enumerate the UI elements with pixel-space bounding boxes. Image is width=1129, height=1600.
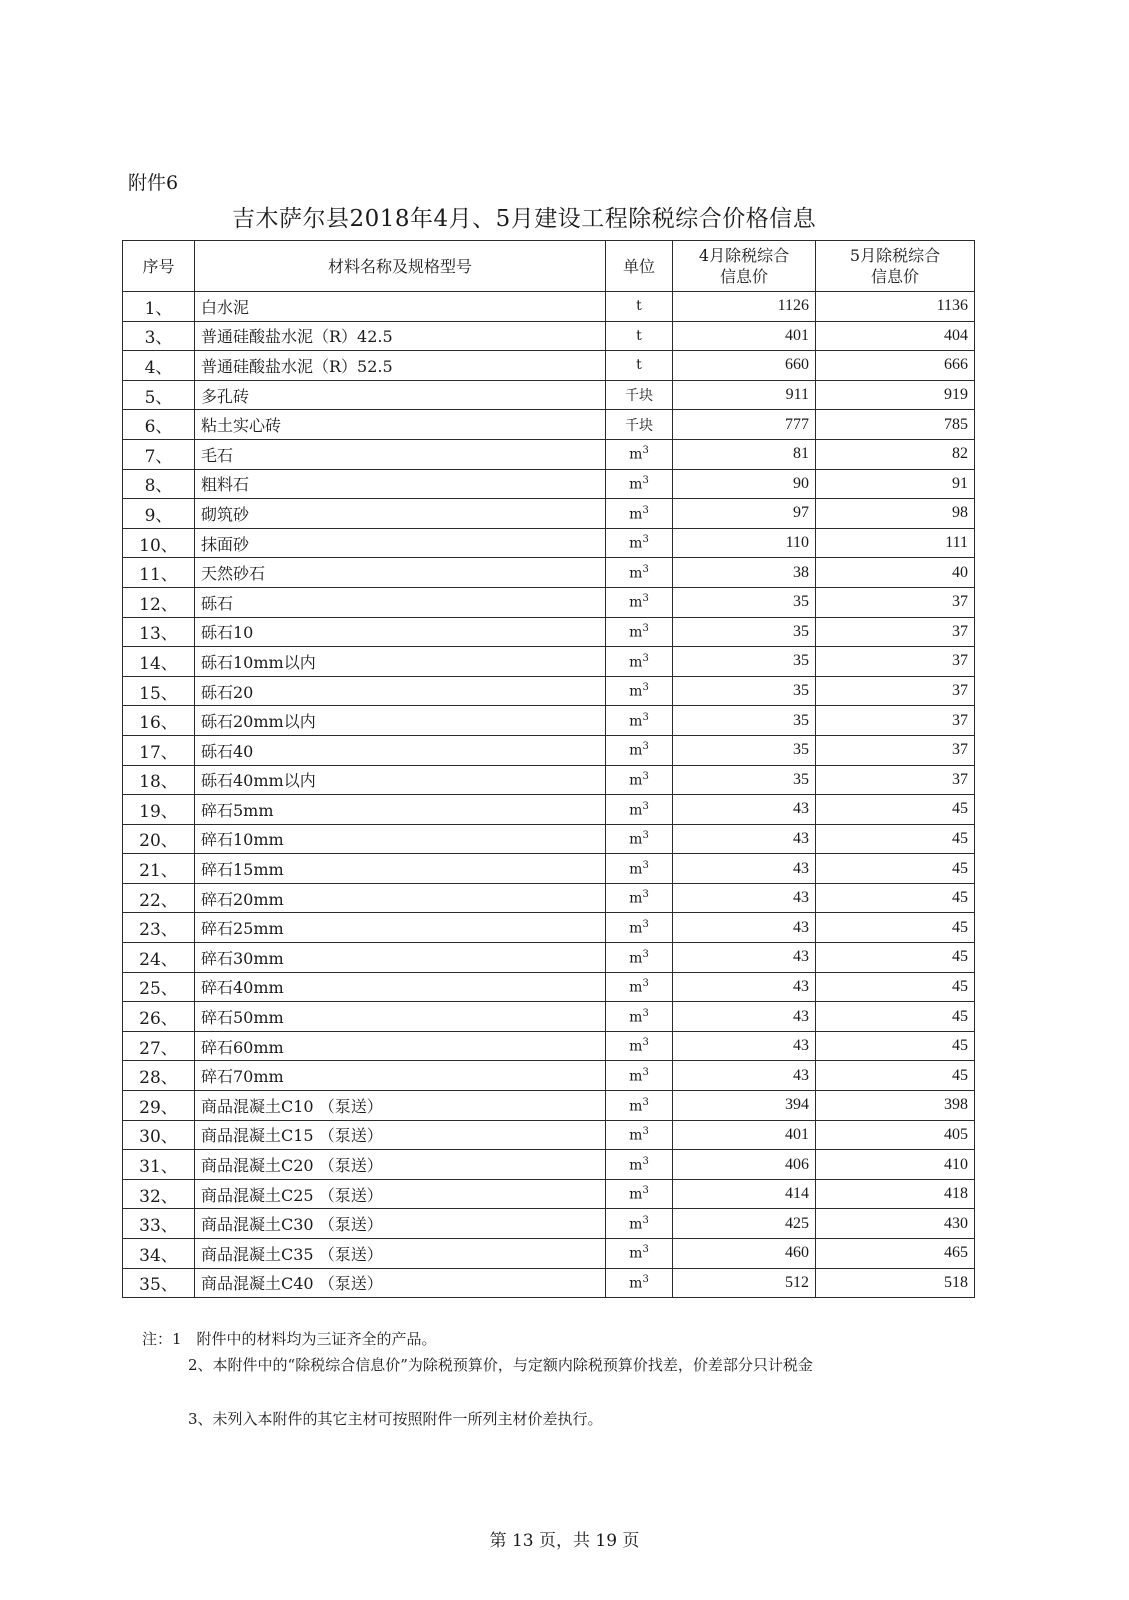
cell-april-price: 43 xyxy=(673,1031,816,1061)
cell-april-price: 414 xyxy=(673,1179,816,1209)
cell-name: 砾石40 xyxy=(195,735,606,765)
cell-may-price: 111 xyxy=(816,528,975,558)
cell-april-price: 43 xyxy=(673,883,816,913)
cell-name: 碎石60mm xyxy=(195,1031,606,1061)
unit-superscript: 3 xyxy=(642,563,649,575)
table-row xyxy=(123,972,975,1002)
header-may-line2: 信息价 xyxy=(870,267,919,286)
cell-no: 14、 xyxy=(123,647,195,677)
unit-text: m xyxy=(629,861,643,878)
cell-april-price: 394 xyxy=(673,1091,816,1121)
table-row xyxy=(123,1061,975,1091)
unit-superscript: 3 xyxy=(642,978,649,990)
unit-text: m xyxy=(629,950,643,967)
price-table xyxy=(122,240,975,1298)
cell-april-price: 460 xyxy=(673,1239,816,1269)
table-row xyxy=(123,410,975,440)
page-title: 吉木萨尔县2018年4月、5月建设工程除税综合价格信息 xyxy=(232,206,817,232)
cell-unit xyxy=(606,558,673,588)
unit-text: m xyxy=(629,1127,643,1144)
cell-no: 11、 xyxy=(123,558,195,588)
cell-may-price: 404 xyxy=(816,321,975,351)
attachment-label: 附件6 xyxy=(128,172,179,194)
unit-superscript: 3 xyxy=(642,711,649,723)
unit-text: m xyxy=(629,1246,643,1263)
cell-unit xyxy=(606,469,673,499)
unit-text: m xyxy=(629,1038,643,1055)
cell-name: 商品混凝土C15 （泵送） xyxy=(195,1120,606,1150)
cell-april-price: 35 xyxy=(673,587,816,617)
cell-unit xyxy=(606,735,673,765)
header-no: 序号 xyxy=(123,241,195,292)
cell-april-price: 35 xyxy=(673,647,816,677)
unit-text: m xyxy=(629,447,643,464)
table-row xyxy=(123,824,975,854)
cell-april-price: 43 xyxy=(673,1061,816,1091)
cell-name: 普通硅酸盐水泥（R）52.5 xyxy=(195,351,606,381)
table-row xyxy=(123,439,975,469)
cell-may-price: 405 xyxy=(816,1120,975,1150)
unit-text: m xyxy=(629,476,643,493)
cell-unit xyxy=(606,1179,673,1209)
cell-april-price: 35 xyxy=(673,676,816,706)
cell-may-price: 45 xyxy=(816,1002,975,1032)
cell-april-price: 43 xyxy=(673,943,816,973)
unit-text: t xyxy=(636,327,642,344)
table-row xyxy=(123,1150,975,1180)
table-row xyxy=(123,706,975,736)
cell-may-price: 82 xyxy=(816,439,975,469)
note-3: 3、未列入本附件的其它主材可按照附件一所列主材价差执行。 xyxy=(188,1410,603,1428)
cell-april-price: 911 xyxy=(673,380,816,410)
cell-name: 碎石15mm xyxy=(195,854,606,884)
cell-unit xyxy=(606,676,673,706)
cell-may-price: 1136 xyxy=(816,292,975,322)
unit-superscript: 3 xyxy=(642,1274,649,1286)
cell-name: 粘土实心砖 xyxy=(195,410,606,440)
table-row xyxy=(123,587,975,617)
cell-may-price: 45 xyxy=(816,824,975,854)
cell-name: 商品混凝土C20 （泵送） xyxy=(195,1150,606,1180)
table-row xyxy=(123,1031,975,1061)
cell-unit xyxy=(606,1091,673,1121)
cell-name: 碎石30mm xyxy=(195,943,606,973)
unit-text: 千块 xyxy=(625,417,653,434)
cell-april-price: 35 xyxy=(673,617,816,647)
unit-text: m xyxy=(629,772,643,789)
unit-text: t xyxy=(636,357,642,374)
cell-unit xyxy=(606,1268,673,1298)
cell-name: 砌筑砂 xyxy=(195,499,606,529)
table-row xyxy=(123,795,975,825)
unit-text: m xyxy=(629,979,643,996)
table-row xyxy=(123,499,975,529)
cell-may-price: 45 xyxy=(816,1061,975,1091)
cell-no: 32、 xyxy=(123,1179,195,1209)
header-name: 材料名称及规格型号 xyxy=(195,241,606,292)
header-unit: 单位 xyxy=(606,241,673,292)
table-row xyxy=(123,1091,975,1121)
unit-superscript: 3 xyxy=(642,534,649,546)
cell-name: 粗料石 xyxy=(195,469,606,499)
cell-april-price: 401 xyxy=(673,1120,816,1150)
cell-unit xyxy=(606,528,673,558)
unit-superscript: 3 xyxy=(642,770,649,782)
cell-unit xyxy=(606,883,673,913)
cell-april-price: 110 xyxy=(673,528,816,558)
cell-no: 29、 xyxy=(123,1091,195,1121)
cell-may-price: 666 xyxy=(816,351,975,381)
cell-no: 25、 xyxy=(123,972,195,1002)
cell-name: 白水泥 xyxy=(195,292,606,322)
cell-name: 碎石25mm xyxy=(195,913,606,943)
cell-unit xyxy=(606,617,673,647)
page-footer: 第 13 页，共 19 页 xyxy=(489,1531,640,1551)
unit-text: t xyxy=(636,298,642,315)
table-row xyxy=(123,1268,975,1298)
cell-may-price: 398 xyxy=(816,1091,975,1121)
cell-unit xyxy=(606,321,673,351)
cell-april-price: 35 xyxy=(673,735,816,765)
cell-name: 商品混凝土C25 （泵送） xyxy=(195,1179,606,1209)
cell-unit xyxy=(606,499,673,529)
cell-may-price: 37 xyxy=(816,587,975,617)
cell-no: 24、 xyxy=(123,943,195,973)
cell-may-price: 40 xyxy=(816,558,975,588)
cell-may-price: 37 xyxy=(816,735,975,765)
unit-superscript: 3 xyxy=(642,889,649,901)
cell-april-price: 35 xyxy=(673,706,816,736)
table-row xyxy=(123,469,975,499)
cell-name: 天然砂石 xyxy=(195,558,606,588)
table-row xyxy=(123,1209,975,1239)
cell-april-price: 512 xyxy=(673,1268,816,1298)
unit-text: m xyxy=(629,624,643,641)
cell-unit xyxy=(606,1150,673,1180)
cell-no: 34、 xyxy=(123,1239,195,1269)
cell-unit xyxy=(606,647,673,677)
cell-unit xyxy=(606,824,673,854)
table-row xyxy=(123,528,975,558)
cell-unit xyxy=(606,913,673,943)
unit-superscript: 3 xyxy=(642,623,649,634)
cell-no: 30、 xyxy=(123,1120,195,1150)
cell-unit xyxy=(606,854,673,884)
unit-text: m xyxy=(629,506,643,523)
unit-text: m xyxy=(629,565,643,582)
cell-may-price: 45 xyxy=(816,943,975,973)
cell-no: 20、 xyxy=(123,824,195,854)
header-may-price xyxy=(816,241,975,292)
cell-may-price: 410 xyxy=(816,1150,975,1180)
cell-may-price: 418 xyxy=(816,1179,975,1209)
cell-unit xyxy=(606,439,673,469)
cell-name: 多孔砖 xyxy=(195,380,606,410)
cell-name: 商品混凝土C35 （泵送） xyxy=(195,1239,606,1269)
table-row xyxy=(123,1179,975,1209)
unit-superscript: 3 xyxy=(642,1126,649,1138)
unit-text: 千块 xyxy=(625,388,653,405)
cell-unit xyxy=(606,1239,673,1269)
cell-april-price: 43 xyxy=(673,795,816,825)
cell-no: 26、 xyxy=(123,1002,195,1032)
unit-superscript: 3 xyxy=(642,1096,649,1108)
cell-no: 16、 xyxy=(123,706,195,736)
cell-april-price: 90 xyxy=(673,469,816,499)
unit-superscript: 3 xyxy=(642,830,649,842)
cell-no: 27、 xyxy=(123,1031,195,1061)
cell-no: 17、 xyxy=(123,735,195,765)
header-april-line2: 信息价 xyxy=(719,267,768,286)
cell-april-price: 43 xyxy=(673,824,816,854)
cell-april-price: 660 xyxy=(673,351,816,381)
unit-text: m xyxy=(629,1068,643,1085)
cell-name: 砾石10 xyxy=(195,617,606,647)
cell-no: 8、 xyxy=(123,469,195,499)
unit-superscript: 3 xyxy=(642,1185,649,1197)
cell-april-price: 43 xyxy=(673,854,816,884)
unit-superscript: 3 xyxy=(642,948,649,960)
cell-no: 23、 xyxy=(123,913,195,943)
note-2: 2、本附件中的“除税综合信息价”为除税预算价，与定额内除税预算价找差，价差部分只计税金 xyxy=(188,1356,813,1374)
cell-unit xyxy=(606,292,673,322)
cell-april-price: 43 xyxy=(673,913,816,943)
unit-superscript: 3 xyxy=(642,504,649,516)
unit-text: m xyxy=(629,535,643,552)
cell-april-price: 777 xyxy=(673,410,816,440)
cell-no: 15、 xyxy=(123,676,195,706)
unit-superscript: 3 xyxy=(642,1244,649,1256)
cell-unit xyxy=(606,765,673,795)
unit-text: m xyxy=(629,1186,643,1203)
table-row xyxy=(123,1120,975,1150)
cell-april-price: 97 xyxy=(673,499,816,529)
cell-no: 13、 xyxy=(123,617,195,647)
cell-unit xyxy=(606,410,673,440)
unit-text: m xyxy=(629,802,643,819)
unit-superscript: 3 xyxy=(642,741,649,753)
table-row xyxy=(123,735,975,765)
table-row xyxy=(123,617,975,647)
cell-name: 商品混凝土C10 （泵送） xyxy=(195,1091,606,1121)
cell-april-price: 1126 xyxy=(673,292,816,322)
cell-may-price: 45 xyxy=(816,1031,975,1061)
cell-may-price: 465 xyxy=(816,1239,975,1269)
table-header-row xyxy=(123,241,975,292)
table-row xyxy=(123,765,975,795)
cell-may-price: 785 xyxy=(816,410,975,440)
table-row xyxy=(123,351,975,381)
header-april-price xyxy=(673,241,816,292)
cell-name: 商品混凝土C40 （泵送） xyxy=(195,1268,606,1298)
table-row xyxy=(123,321,975,351)
cell-unit xyxy=(606,1209,673,1239)
unit-text: m xyxy=(629,1275,643,1292)
unit-superscript: 3 xyxy=(642,593,649,605)
cell-april-price: 43 xyxy=(673,1002,816,1032)
table-row xyxy=(123,676,975,706)
unit-superscript: 3 xyxy=(642,1214,649,1226)
cell-no: 7、 xyxy=(123,439,195,469)
cell-unit xyxy=(606,972,673,1002)
cell-may-price: 45 xyxy=(816,883,975,913)
cell-no: 21、 xyxy=(123,854,195,884)
unit-text: m xyxy=(629,831,643,848)
cell-april-price: 43 xyxy=(673,972,816,1002)
unit-text: m xyxy=(629,654,643,671)
table-row xyxy=(123,647,975,677)
cell-no: 19、 xyxy=(123,795,195,825)
cell-may-price: 37 xyxy=(816,706,975,736)
cell-unit xyxy=(606,1061,673,1091)
cell-name: 普通硅酸盐水泥（R）42.5 xyxy=(195,321,606,351)
unit-text: m xyxy=(629,1009,643,1026)
unit-superscript: 3 xyxy=(642,918,649,930)
cell-may-price: 37 xyxy=(816,647,975,677)
unit-text: m xyxy=(629,683,643,700)
cell-may-price: 37 xyxy=(816,617,975,647)
cell-may-price: 45 xyxy=(816,972,975,1002)
unit-text: m xyxy=(629,713,643,730)
cell-name: 碎石20mm xyxy=(195,883,606,913)
cell-no: 10、 xyxy=(123,528,195,558)
unit-superscript: 3 xyxy=(642,1066,649,1078)
header-april-line1: 4月除税综合 xyxy=(698,246,790,265)
cell-unit xyxy=(606,706,673,736)
cell-may-price: 45 xyxy=(816,854,975,884)
cell-may-price: 430 xyxy=(816,1209,975,1239)
unit-superscript: 3 xyxy=(642,800,649,812)
cell-may-price: 45 xyxy=(816,795,975,825)
cell-name: 碎石10mm xyxy=(195,824,606,854)
cell-no: 31、 xyxy=(123,1150,195,1180)
cell-may-price: 37 xyxy=(816,676,975,706)
unit-superscript: 3 xyxy=(642,475,649,487)
cell-no: 4、 xyxy=(123,351,195,381)
cell-no: 1、 xyxy=(123,292,195,322)
unit-text: m xyxy=(629,743,643,760)
cell-april-price: 81 xyxy=(673,439,816,469)
unit-text: m xyxy=(629,891,643,907)
unit-text: m xyxy=(629,1157,643,1174)
cell-name: 砾石40mm以内 xyxy=(195,765,606,795)
cell-no: 9、 xyxy=(123,499,195,529)
table-row xyxy=(123,292,975,322)
cell-april-price: 38 xyxy=(673,558,816,588)
cell-name: 碎石70mm xyxy=(195,1061,606,1091)
cell-no: 5、 xyxy=(123,380,195,410)
table-row xyxy=(123,1239,975,1269)
unit-superscript: 3 xyxy=(642,1007,649,1019)
cell-unit xyxy=(606,943,673,973)
note-1: 注：1 附件中的材料均为三证齐全的产品。 xyxy=(142,1330,437,1348)
cell-april-price: 35 xyxy=(673,765,816,795)
unit-text: m xyxy=(629,595,643,612)
cell-no: 18、 xyxy=(123,765,195,795)
cell-may-price: 91 xyxy=(816,469,975,499)
cell-name: 砾石10mm以内 xyxy=(195,647,606,677)
cell-name: 商品混凝土C30 （泵送） xyxy=(195,1209,606,1239)
unit-superscript: 3 xyxy=(642,859,649,871)
unit-superscript: 3 xyxy=(642,682,649,694)
cell-no: 35、 xyxy=(123,1268,195,1298)
cell-name: 碎石5mm xyxy=(195,795,606,825)
cell-name: 抹面砂 xyxy=(195,528,606,558)
cell-unit xyxy=(606,795,673,825)
cell-no: 6、 xyxy=(123,410,195,440)
cell-no: 28、 xyxy=(123,1061,195,1091)
cell-may-price: 98 xyxy=(816,499,975,529)
unit-superscript: 3 xyxy=(642,652,649,664)
cell-may-price: 45 xyxy=(816,913,975,943)
cell-unit xyxy=(606,1031,673,1061)
unit-superscript: 3 xyxy=(642,445,649,457)
cell-name: 砾石 xyxy=(195,587,606,617)
cell-unit xyxy=(606,351,673,381)
cell-unit xyxy=(606,587,673,617)
cell-may-price: 919 xyxy=(816,380,975,410)
cell-name: 砾石20mm以内 xyxy=(195,706,606,736)
unit-text: m xyxy=(629,920,643,937)
cell-name: 碎石50mm xyxy=(195,1002,606,1032)
cell-april-price: 401 xyxy=(673,321,816,351)
cell-no: 3、 xyxy=(123,321,195,351)
cell-unit xyxy=(606,1120,673,1150)
unit-superscript: 3 xyxy=(642,1037,649,1049)
cell-name: 砾石20 xyxy=(195,676,606,706)
cell-unit xyxy=(606,1002,673,1032)
cell-april-price: 425 xyxy=(673,1209,816,1239)
cell-unit xyxy=(606,380,673,410)
table-row xyxy=(123,854,975,884)
table-row xyxy=(123,558,975,588)
cell-name: 毛石 xyxy=(195,439,606,469)
unit-text: m xyxy=(629,1098,643,1115)
table-row xyxy=(123,380,975,410)
unit-superscript: 3 xyxy=(642,1155,649,1167)
table-row xyxy=(123,1002,975,1032)
cell-name: 碎石40mm xyxy=(195,972,606,1002)
table-row xyxy=(123,883,975,913)
cell-no: 12、 xyxy=(123,587,195,617)
cell-may-price: 518 xyxy=(816,1268,975,1298)
cell-may-price: 37 xyxy=(816,765,975,795)
header-may-line1: 5月除税综合 xyxy=(849,246,941,265)
cell-april-price: 406 xyxy=(673,1150,816,1180)
table-row xyxy=(123,913,975,943)
table-row xyxy=(123,943,975,973)
cell-no: 22、 xyxy=(123,883,195,913)
cell-no: 33、 xyxy=(123,1209,195,1239)
unit-text: m xyxy=(629,1216,643,1233)
